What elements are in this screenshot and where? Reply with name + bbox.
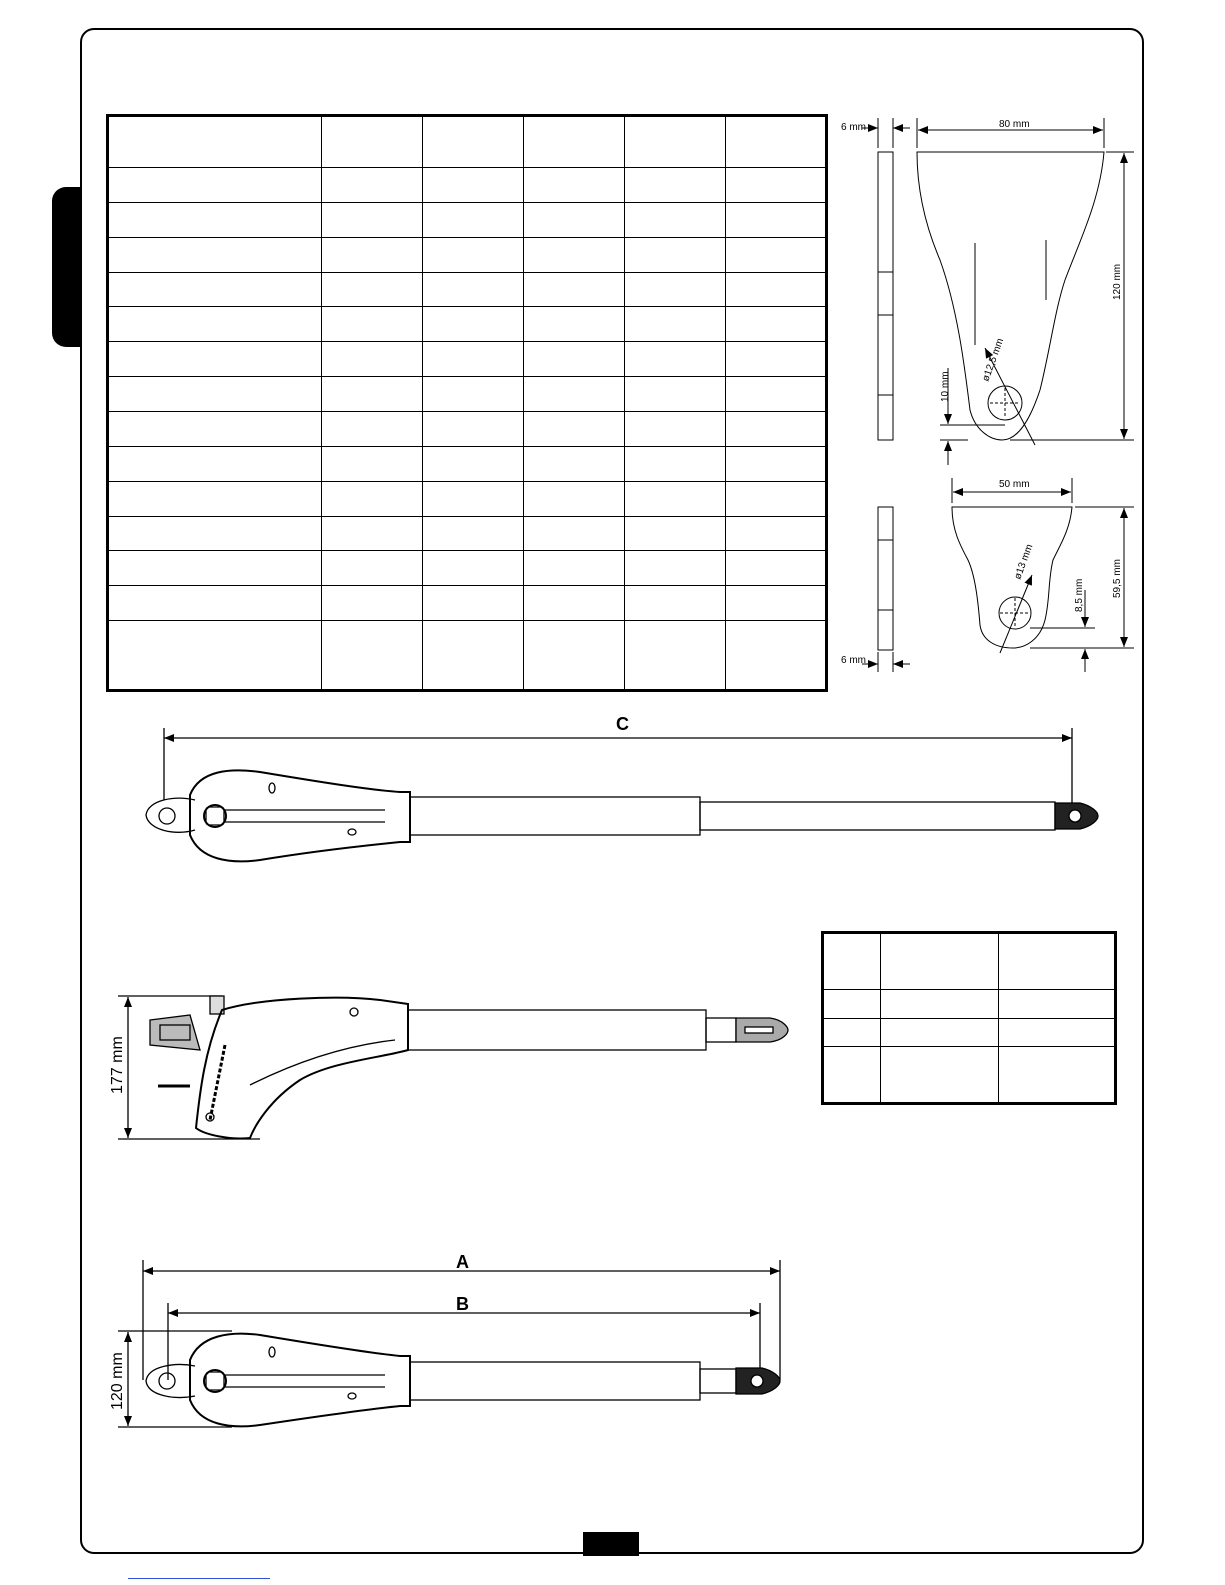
actuator-retracted-tube: [410, 1362, 700, 1400]
actuator-extended-rod: [700, 802, 1055, 830]
actuator-side-body: [196, 998, 408, 1139]
bracket-large-width-label: 80 mm: [999, 119, 1030, 130]
bracket-large-height-label: 120 mm: [1112, 263, 1123, 300]
dimension-c-label: C: [616, 714, 629, 734]
actuator-extended-tube: [410, 797, 700, 835]
bracket-small-drawing: [862, 478, 1134, 672]
actuator-retracted-height-label: 120 mm: [109, 1352, 126, 1410]
bracket-large-side-profile: [878, 152, 893, 440]
dimension-b-label: B: [456, 1294, 469, 1314]
bracket-small-hole-label: ø13 mm: [1012, 542, 1036, 582]
bracket-large-thickness-label: 6 mm: [841, 122, 866, 133]
bracket-large-drawing: [862, 118, 1134, 465]
actuator-side-height-label: 177 mm: [109, 1036, 126, 1094]
bracket-large-offset-label: 10 mm: [940, 371, 951, 402]
actuator-extended-drawing: [146, 728, 1098, 861]
actuator-side-tube: [408, 1010, 706, 1050]
bracket-small-width-label: 50 mm: [999, 479, 1030, 490]
bracket-small-thickness-label: 6 mm: [841, 655, 866, 666]
actuator-extended-body: [190, 770, 410, 861]
actuator-side-drawing: [118, 996, 788, 1139]
bracket-small-height-label: 59,5 mm: [1112, 559, 1123, 598]
bracket-large-hole-label: ø12,5 mm: [980, 336, 1007, 384]
bracket-small-side-profile: [878, 507, 893, 650]
actuator-retracted-body: [190, 1334, 410, 1427]
dimension-a-label: A: [456, 1252, 469, 1272]
bracket-small-offset-label: 8,5 mm: [1074, 578, 1085, 612]
actuator-retracted-drawing: [118, 1260, 780, 1427]
